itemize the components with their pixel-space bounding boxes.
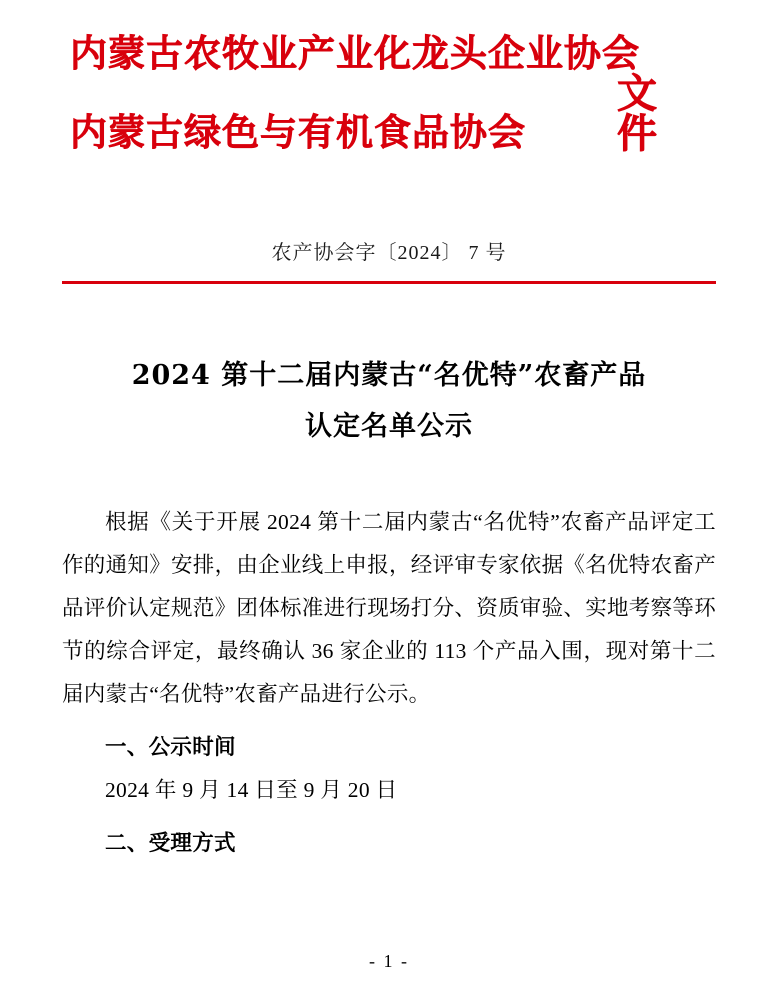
body-paragraph-1: 根据《关于开展 2024 第十二届内蒙古“名优特”农畜产品评定工作的通知》安排，由企业线上申报，经评审专家依据《名优特农畜产品评价认定规范》团体标准进行现场打分、资质审验、实地考察等环节的综合评定，最终确认 36 家企业的 113 个产品入围，现对第十二届内蒙古“名优特”农畜产品进行公示。 [62,509,717,706]
section-text-publicity-period: 2024 年 9 月 14 日至 9 月 20 日 [105,777,398,802]
document-number: 农产协会字〔2024〕 7 号 [271,242,507,264]
page-number: - 1 - [369,951,409,971]
document-body [62,501,716,865]
issuing-organization-line-1: 内蒙古农牧业产业化龙头企业协会 [70,31,640,75]
section-heading-acceptance-method: 二、受理方式 [105,830,236,856]
document-title-line-2: 认定名单公示 [305,411,473,443]
red-divider-rule [62,281,716,284]
document-title-line-1: 2024 第十二届内蒙古“名优特”农畜产品 [131,360,647,391]
document-type-mark: 文件 [617,70,657,157]
issuing-organization-line-2: 内蒙古绿色与有机食品协会 [70,109,526,154]
section-heading-publicity-period: 一、公示时间 [105,734,236,760]
letterhead [62,0,716,210]
document-title [62,350,716,453]
